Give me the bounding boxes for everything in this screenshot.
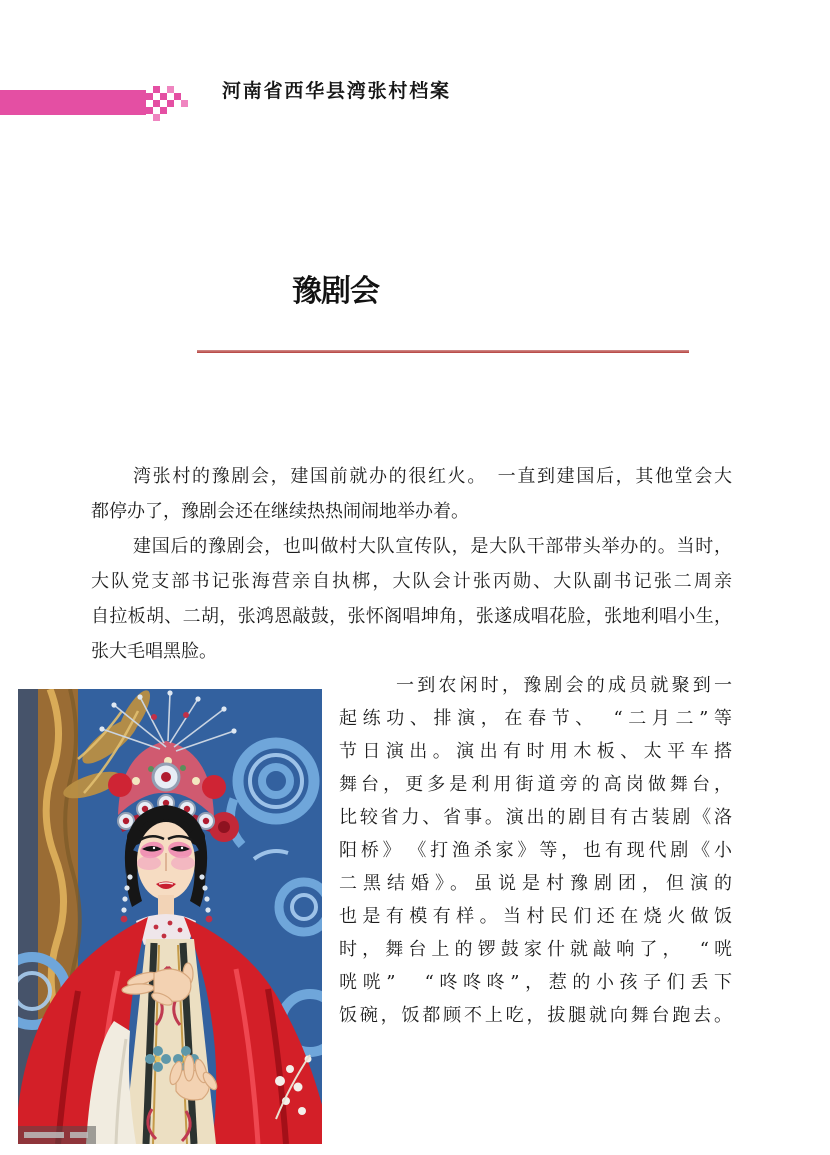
text-line: 阳桥》 《打渔杀家》等，也有现代剧《小 xyxy=(339,840,732,861)
text-line: 起练功、排演，在春节、 “二月二”等 xyxy=(339,708,732,729)
text-line: 自拉板胡、二胡，张鸿恩敲鼓，张怀阁唱坤角，张遂成唱花脸，张地利唱小生， xyxy=(91,606,732,627)
checker-pattern xyxy=(146,86,153,93)
text-line: 咣咣” “咚咚咚”，惹的小孩子们丢下 xyxy=(339,972,732,993)
text-line: 也是有模有样。当村民们还在烧火做饭 xyxy=(339,906,732,927)
accent-bar xyxy=(0,90,146,115)
paragraph-2 xyxy=(91,529,732,669)
opera-performer-photo xyxy=(18,689,322,1144)
text-line: 湾张村的豫剧会，建国前就办的很红火。 一直到建国后，其他堂会大 xyxy=(133,466,732,487)
text-line: 大队党支部书记张海营亲自执梆，大队会计张丙勋、大队副书记张二周亲 xyxy=(91,571,732,592)
text-line: 都停办了，豫剧会还在继续热热闹闹地举办着。 xyxy=(91,501,469,522)
text-line: 建国后的豫剧会，也叫做村大队宣传队，是大队干部带头举办的。当时， xyxy=(133,536,732,557)
text-line: 饭碗，饭都顾不上吃，拔腿就向舞台跑去。 xyxy=(339,1005,732,1026)
text-line: 节日演出。演出有时用木板、太平车搭 xyxy=(339,741,732,762)
text-line: 一到农闲时，豫剧会的成员就聚到一 xyxy=(396,675,732,696)
text-line: 时，舞台上的锣鼓家什就敲响了， “咣 xyxy=(339,939,732,960)
archive-label: 河南省西华县湾张村档案 xyxy=(222,81,451,102)
paragraph-1 xyxy=(91,459,732,529)
text-line: 舞台，更多是利用街道旁的高岗做舞台， xyxy=(339,774,732,795)
title-rule xyxy=(197,350,689,353)
text-line: 二黑结婚》。虽说是村豫剧团，但演的 xyxy=(339,873,732,894)
photo-watermark xyxy=(18,1126,96,1144)
paragraph-3 xyxy=(339,669,732,1032)
text-line: 比较省力、省事。演出的剧目有古装剧《洛 xyxy=(339,807,732,828)
page-title: 豫剧会 xyxy=(292,274,379,309)
text-line: 张大毛唱黑脸。 xyxy=(91,641,217,662)
